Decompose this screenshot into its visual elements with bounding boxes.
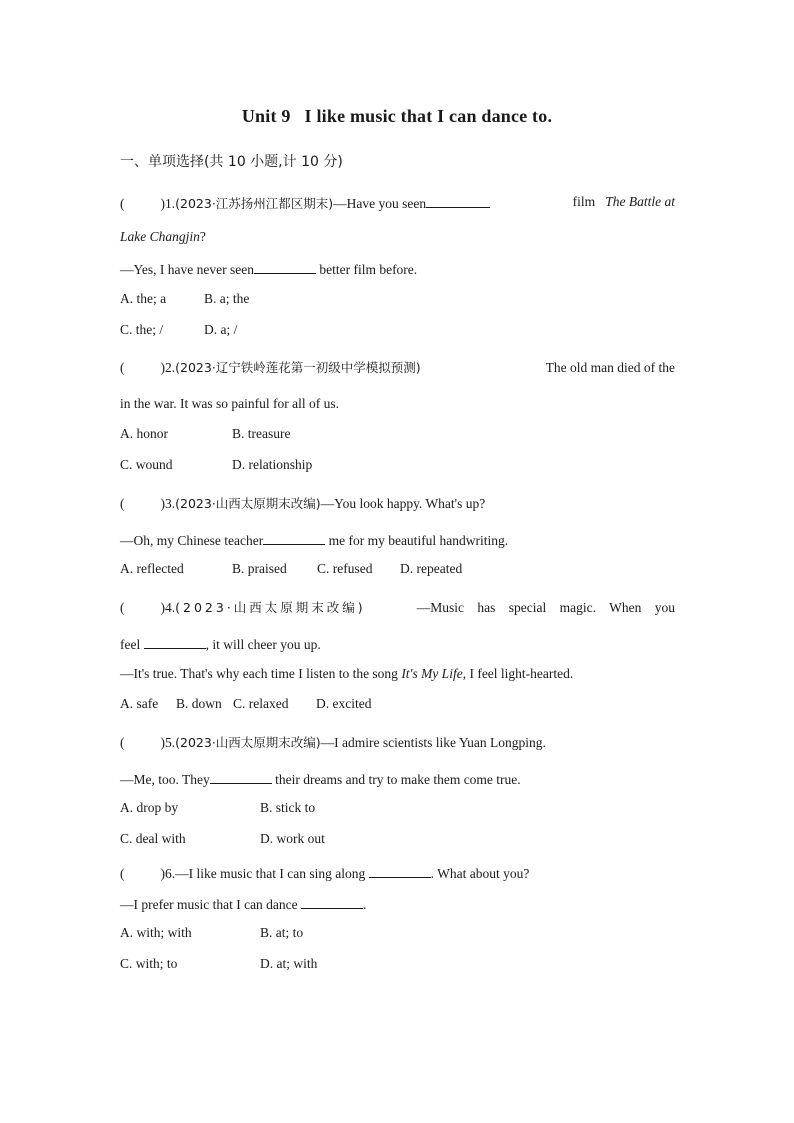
- song-title: It's My Life: [401, 666, 463, 681]
- question-number: )5.: [160, 735, 176, 750]
- question-source: (2023·山西太原期末改编): [175, 600, 366, 615]
- question-5-reply: —Me, too. They their dreams and try to make them come true.: [120, 769, 675, 789]
- option-a[interactable]: A. drop by: [120, 800, 179, 815]
- question-number: )4.: [160, 600, 176, 615]
- question-number: )6.: [160, 866, 176, 881]
- section-heading: 一、单项选择(共 10 小题,计 10 分): [120, 154, 343, 170]
- question-2-line-2: in the war. It was so painful for all of us.: [120, 396, 339, 411]
- question-4-reply: —It's true. That's why each time I listen to the song It's My Life, I feel light-hearted.: [120, 666, 574, 681]
- question-1-line-2: Lake Changjin?: [120, 229, 206, 244]
- option-d[interactable]: D. relationship: [232, 457, 313, 472]
- answer-blank[interactable]: [254, 259, 316, 274]
- question-number: )2.: [160, 360, 176, 375]
- question-2-line-1: ( )2.(2023·辽宁铁岭莲花第一初级中学模拟预测) The old man died of the: [120, 360, 675, 375]
- question-source: (2023·辽宁铁岭莲花第一初级中学模拟预测): [175, 360, 421, 375]
- answer-blank[interactable]: [426, 193, 490, 208]
- option-a[interactable]: A. honor: [120, 426, 168, 441]
- option-c[interactable]: C. deal with: [120, 831, 186, 846]
- option-a[interactable]: A. reflected: [120, 561, 184, 576]
- option-d[interactable]: D. repeated: [400, 561, 463, 576]
- answer-blank[interactable]: [301, 894, 363, 909]
- option-d[interactable]: D. a; /: [204, 322, 238, 337]
- question-source: (2023·山西太原期末改编): [175, 735, 321, 750]
- question-3-line-1: ( )3.(2023·山西太原期末改编)—You look happy. What's up?: [120, 496, 486, 511]
- question-3-reply: —Oh, my Chinese teacher me for my beautiful handwriting.: [120, 530, 675, 550]
- question-4-line-1: ( )4.(2023·山西太原期末改编) —Music has special magic. When you: [120, 600, 675, 615]
- film-title: The Battle at: [605, 194, 675, 209]
- question-number: )3.: [160, 496, 176, 511]
- option-c[interactable]: C. relaxed: [233, 696, 289, 711]
- option-b[interactable]: B. praised: [232, 561, 287, 576]
- question-4-line-2: feel , it will cheer you up.: [120, 634, 675, 654]
- option-b[interactable]: B. down: [176, 696, 222, 711]
- option-b[interactable]: B. treasure: [232, 426, 291, 441]
- option-a[interactable]: A. the; a: [120, 291, 167, 306]
- question-source: (2023·江苏扬州江都区期末): [175, 196, 334, 211]
- answer-blank[interactable]: [263, 530, 325, 545]
- unit-label: Unit 9: [241, 106, 291, 126]
- question-6-reply: —I prefer music that I can dance .: [120, 894, 675, 914]
- option-a[interactable]: A. with; with: [120, 925, 192, 940]
- option-c[interactable]: C. refused: [317, 561, 373, 576]
- unit-sentence: I like music that I can dance to.: [304, 106, 553, 126]
- option-a[interactable]: A. safe: [120, 696, 159, 711]
- page-title: [0, 106, 794, 127]
- option-b[interactable]: B. stick to: [260, 800, 316, 815]
- answer-blank[interactable]: [210, 769, 272, 784]
- answer-blank[interactable]: [369, 863, 431, 878]
- question-6-line-1: ( )6.—I like music that I can sing along . What about you?: [120, 863, 675, 883]
- option-b[interactable]: B. at; to: [260, 925, 304, 940]
- question-number: )1.: [160, 196, 176, 211]
- option-c[interactable]: C. wound: [120, 457, 173, 472]
- option-d[interactable]: D. work out: [260, 831, 325, 846]
- question-1-line-1: ( )1.(2023·江苏扬州江都区期末)—Have you seen film The Battle at: [120, 194, 675, 211]
- option-b[interactable]: B. a; the: [204, 291, 250, 306]
- answer-blank[interactable]: [144, 634, 206, 649]
- question-5-line-1: ( )5.(2023·山西太原期末改编)—I admire scientists like Yuan Longping.: [120, 735, 546, 750]
- question-1-reply: —Yes, I have never seen better film before.: [120, 259, 675, 279]
- option-d[interactable]: D. at; with: [260, 956, 318, 971]
- question-source: (2023·山西太原期末改编): [175, 496, 321, 511]
- option-c[interactable]: C. with; to: [120, 956, 178, 971]
- option-d[interactable]: D. excited: [316, 696, 372, 711]
- option-c[interactable]: C. the; /: [120, 322, 164, 337]
